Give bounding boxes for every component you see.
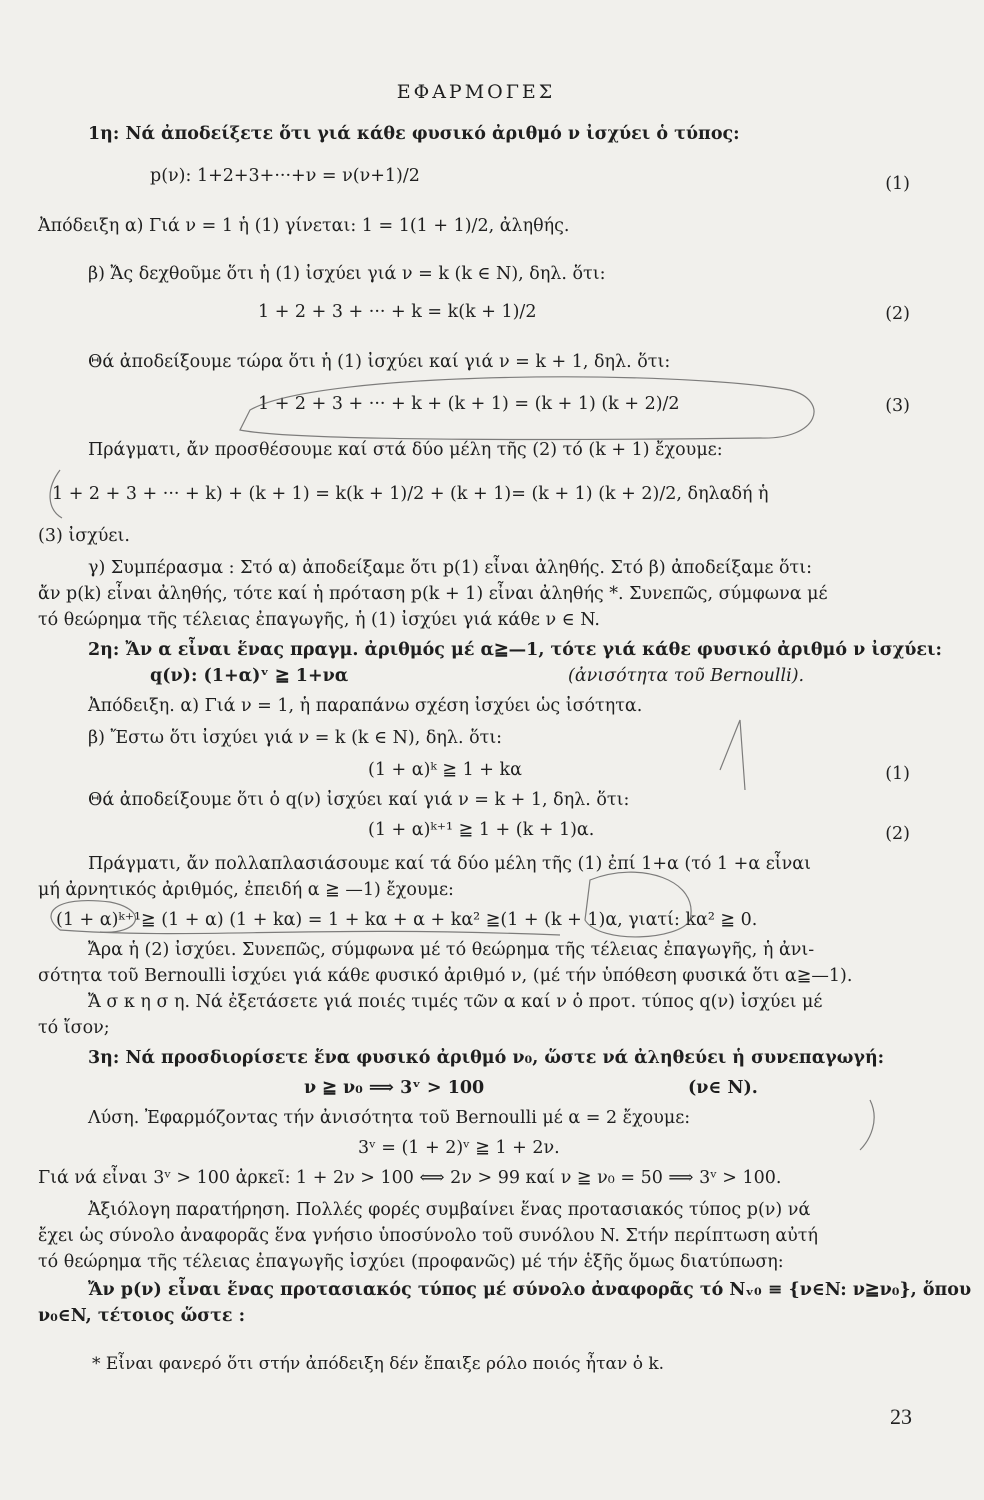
conclusion-line: τό θεώρημα τῆς τέλειας ἐπαγωγῆς, ἡ (1) ἰσχύει γιά κάθε ν ∈ N. <box>38 610 600 630</box>
proof-step-b: β) Ἔστω ὅτι ἰσχύει γιά ν = k (k ∈ N), δηλ. ὅτι: <box>88 728 503 748</box>
page-number: 23 <box>890 1404 912 1429</box>
equation-number: (2) <box>885 304 910 324</box>
equation-3: 1 + 2 + 3 + ··· + k + (k + 1) = (k + 1) (k + 2)/2 <box>258 394 680 414</box>
solution-line: Λύση. Ἐφαρμόζοντας τήν ἀνισότητα τοῦ Bernoulli μέ α = 2 ἔχουμε: <box>88 1108 691 1128</box>
indeed-line: Πράγματι, ἄν προσθέσουμε καί στά δύο μέλη τῆς (2) τό (k + 1) ἔχουμε: <box>88 440 723 460</box>
exercise-1-heading: 1η: Νά ἀποδείξετε ὅτι γιά κάθε φυσικό ἀριθμό ν ἰσχύει ὁ τύπος: <box>88 124 740 144</box>
equation-number: (1) <box>885 764 910 784</box>
proof-step-b: β) Ἄς δεχθοῦμε ὅτι ἡ (1) ἰσχύει γιά ν = k (k ∈ N), δηλ. ὅτι: <box>88 264 606 284</box>
proof-step-a: Ἀπόδειξη α) Γιά ν = 1 ἡ (1) γίνεται: 1 = 1(1 + 1)/2, ἀληθής. <box>38 216 570 236</box>
conclusion-line: ἄν p(k) εἶναι ἀληθής, τότε καί ἡ πρόταση p(k + 1) εἶναι ἀληθής *. Συνεπῶς, σύμφωνα μέ <box>38 584 828 604</box>
so-line: Ἄρα ἡ (2) ἰσχύει. Συνεπῶς, σύμφωνα μέ τό θεώρημα τῆς τέλειας ἐπαγωγῆς, ἡ ἀνι- <box>88 940 815 960</box>
remark-line: ν₀∈N, τέτοιος ὥστε : <box>38 1306 246 1326</box>
page-title: ΕΦΑΡΜΟΓΕΣ <box>396 81 556 103</box>
conclusion-line: γ) Συμπέρασμα : Στό α) ἀποδείξαμε ὅτι p(1) εἶναι ἀληθής. Στό β) ἀποδείξαμε ὅτι: <box>88 558 812 578</box>
remark-line: Ἄν p(ν) εἶναι ἕνας προτασιακός τύπος μέ σύνολο ἀναφορᾶς τό Nᵥ₀ ≡ {ν∈N: ν≧ν₀}, ὅπου <box>88 1280 972 1300</box>
exercise-prompt: τό ἴσον; <box>38 1018 110 1038</box>
indeed-line: μή ἀρνητικός ἀριθμός, ἐπειδή α ≧ —1) ἔχουμε: <box>38 880 454 900</box>
exercise-1-formula: p(ν): 1+2+3+···+ν = ν(ν+1)/2 <box>150 166 420 186</box>
remark-line: Ἀξιόλογη παρατήρηση. Πολλές φορές συμβαίνει ἕνας προτασιακός τύπος p(ν) νά <box>88 1200 811 1220</box>
equation-number: (3) <box>885 396 910 416</box>
equation-number: (2) <box>885 824 910 844</box>
exercise-3-note: (ν∈ N). <box>688 1078 758 1098</box>
equation-2: 1 + 2 + 3 + ··· + k = k(k + 1)/2 <box>258 302 537 322</box>
exercise-2-heading: 2η: Ἄν α εἶναι ἕνας πραγμ. ἀριθμός μέ α≧—1, τότε γιά κάθε φυσικό ἀριθμό ν ἰσχύει: <box>88 640 942 660</box>
sum-equation: 1 + 2 + 3 + ··· + k) + (k + 1) = k(k + 1)/2 + (k + 1)= (k + 1) (k + 2)/2, δηλαδή ἡ <box>52 484 769 504</box>
holds-line: (3) ἰσχύει. <box>38 526 130 546</box>
remark-line: τό θεώρημα τῆς τέλειας ἐπαγωγῆς ἰσχύει (προφανῶς) μέ τήν ἑξῆς ὅμως διατύπωση: <box>38 1252 784 1272</box>
so-line: σότητα τοῦ Bernoulli ἰσχύει γιά κάθε φυσικό ἀριθμό ν, (μέ τήν ὑπόθεση φυσικά ὅτι α≧—1). <box>38 966 853 986</box>
solution-line: Γιά νά εἶναι 3ᵛ > 100 ἀρκεῖ: 1 + 2ν > 100 ⟺ 2ν > 99 καί ν ≧ ν₀ = 50 ⟹ 3ᵛ > 100. <box>38 1168 782 1188</box>
bernoulli-note: (ἀνισότητα τοῦ Bernoulli). <box>568 666 805 686</box>
exercise-prompt: Ἄ σ κ η σ η. Νά ἐξετάσετε γιά ποιές τιμές τῶν α καί ν ὁ προτ. τύπος q(ν) ἰσχύει μέ <box>88 992 823 1012</box>
proof-step-a: Ἀπόδειξη. α) Γιά ν = 1, ἡ παραπάνω σχέση ἰσχύει ὡς ἰσότητα. <box>88 696 643 716</box>
remark-line: ἔχει ὡς σύνολο ἀναφορᾶς ἕνα γνήσιο ὑποσύνολο τοῦ συνόλου N. Στήν περίπτωση αὐτή <box>38 1226 818 1246</box>
footnote: * Εἶναι φανερό ὅτι στήν ἀπόδειξη δέν ἔπαιξε ρόλο ποιός ἦταν ὁ k. <box>92 1354 665 1374</box>
prove-next-line: Θά ἀποδείξουμε τώρα ὅτι ἡ (1) ἰσχύει καί γιά ν = k + 1, δηλ. ὅτι: <box>88 352 671 372</box>
bernoulli-eq-1: (1 + α)ᵏ ≧ 1 + kα <box>368 760 522 780</box>
exercise-3-formula: ν ≧ ν₀ ⟹ 3ᵛ > 100 <box>304 1078 485 1098</box>
inequality-chain: (1 + α)ᵏ⁺¹≧ (1 + α) (1 + kα) = 1 + kα + α + kα² ≧(1 + (k + 1)α, γιατί: kα² ≧ 0. <box>56 910 758 930</box>
exercise-2-formula: q(ν): (1+α)ᵛ ≧ 1+να <box>150 666 349 686</box>
solution-equation: 3ᵛ = (1 + 2)ᵛ ≧ 1 + 2ν. <box>358 1138 560 1158</box>
equation-number: (1) <box>885 174 910 194</box>
bernoulli-eq-2: (1 + α)ᵏ⁺¹ ≧ 1 + (k + 1)α. <box>368 820 595 840</box>
prove-next-line: Θά ἀποδείξουμε ὅτι ὁ q(ν) ἰσχύει καί γιά ν = k + 1, δηλ. ὅτι: <box>88 790 630 810</box>
exercise-3-heading: 3η: Νά προσδιορίσετε ἕνα φυσικό ἀριθμό ν₀, ὥστε νά ἀληθεύει ἡ συνεπαγωγή: <box>88 1048 885 1068</box>
indeed-line: Πράγματι, ἄν πολλαπλασιάσουμε καί τά δύο μέλη τῆς (1) ἐπί 1+α (τό 1 +α εἶναι <box>88 854 811 874</box>
